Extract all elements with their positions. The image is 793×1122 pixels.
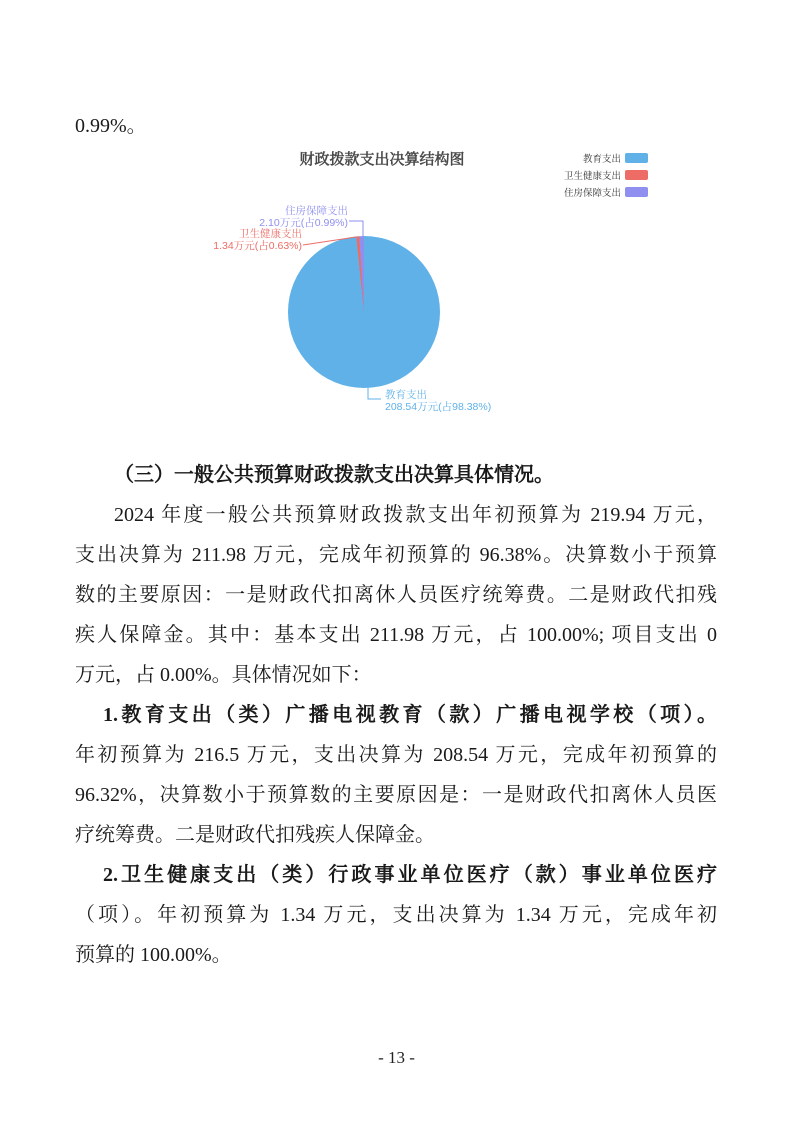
continuation-text: 0.99%。 [75,115,147,137]
leader-line-housing [349,221,363,236]
legend-item-health [564,168,648,182]
legend-label: 教育支出 [582,154,621,165]
callout-value: 1.34万元(占0.63%) [213,240,302,252]
callout-name: 住房保障支出 [285,205,348,217]
expenditure-structure-chart [0,140,793,440]
legend-item-education [583,151,648,165]
pie-callout-education [385,389,491,413]
item2-heading-tail: （项）。 [75,904,158,926]
chart-legend [564,151,648,199]
chart-title: 财政拨款支出决算结构图 [299,151,465,168]
pie-chart [288,236,440,388]
paragraph-line: 2024 年度一般公共预算财政拨款支出年初预算为 219.94 万元， [114,504,717,526]
legend-swatch-icon [625,170,648,180]
leader-line-education [368,387,381,399]
paragraph-text: 年初预算为 1.34 万元，支出决算为 1.34 万元，完成年初 [157,904,718,926]
item1-heading: 1.教育支出（类）广播电视教育（款）广播电视学校（项）。 [103,704,717,726]
legend-label: 卫生健康支出 [563,171,621,182]
callout-name: 教育支出 [385,389,427,401]
item2-heading: 2.卫生健康支出（类）行政事业单位医疗（款）事业单位医疗 [103,864,717,886]
paragraph-line: 年初预算为 216.5 万元，支出决算为 208.54 万元，完成年初预算的 [75,744,717,766]
paragraph-line: 支出决算为 211.98 万元，完成年初预算的 96.38%。决算数小于预算 [75,544,717,566]
callout-value: 208.54万元(占98.38%) [385,401,492,413]
legend-label: 住房保障支出 [563,188,621,199]
paragraph-line [75,895,717,935]
callout-value: 2.10万元(占0.99%) [259,217,348,229]
pie-callout-housing [259,205,348,229]
pie-callout-health [213,228,302,252]
section3-heading: （三）一般公共预算财政拨款支出决算具体情况。 [114,464,554,486]
callout-name: 卫生健康支出 [239,228,302,240]
paragraph-line: 96.32%，决算数小于预算数的主要原因是：一是财政代扣离休人员医 [75,784,717,806]
body-content [75,455,717,975]
paragraph-line: 预算的 100.00%。 [75,944,232,966]
legend-item-housing [564,185,648,199]
legend-swatch-icon [625,187,648,197]
paragraph-line: 万元，占 0.00%。具体情况如下： [75,664,372,686]
paragraph-line: 疾人保障金。其中：基本支出 211.98 万元，占 100.00%; 项目支出 0 [75,624,717,646]
page-number: - 13 - [378,1048,415,1067]
legend-swatch-icon [625,153,648,163]
paragraph-line: 数的主要原因：一是财政代扣离休人员医疗统筹费。二是财政代扣残 [75,584,717,606]
paragraph-line: 疗统筹费。二是财政代扣残疾人保障金。 [75,824,435,846]
